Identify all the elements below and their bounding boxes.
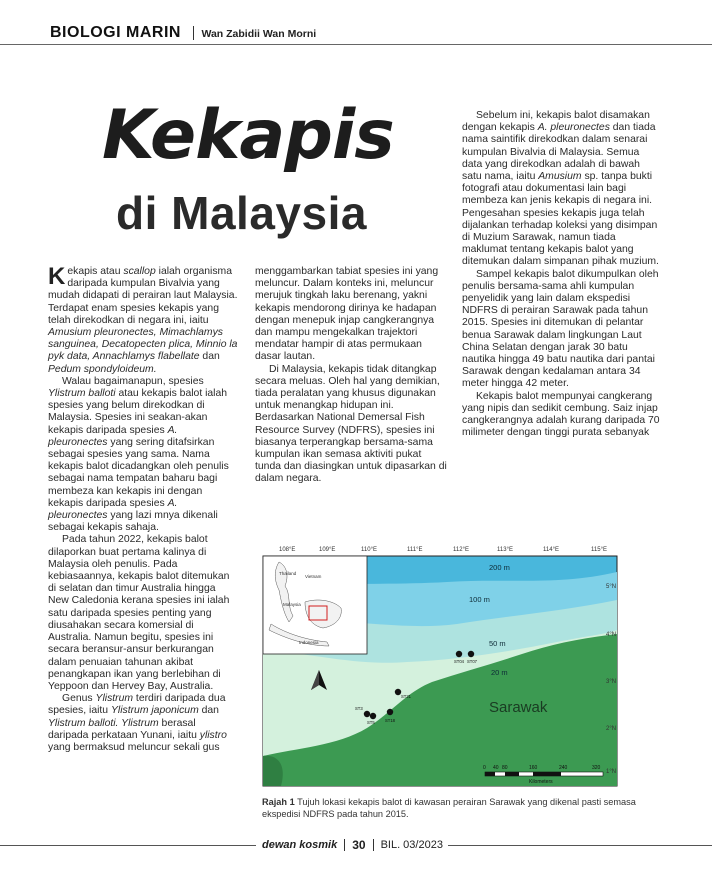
lon-label: 111°E <box>407 547 423 553</box>
text: yang bermaksud meluncur sekali gus <box>48 741 220 753</box>
station-label: ST04 <box>454 659 465 664</box>
scale-tick: 40 <box>493 765 499 771</box>
italic-text: A. pleuronectes <box>48 497 178 522</box>
lat-label: 1°N <box>606 769 617 775</box>
header-divider <box>193 26 195 40</box>
italic-text: Amusium pleuronectes, Mimachlamys sanguinea, Decatopecten plica, Minnio la pyk data, Annachlamys flabellate <box>48 327 238 363</box>
paragraph <box>48 263 238 376</box>
italic-text: scallop <box>123 266 156 277</box>
scale-tick: 320 <box>592 765 601 771</box>
body-column-3 <box>462 110 662 439</box>
text: Genus <box>62 693 96 705</box>
station-label: ST21 <box>401 694 412 699</box>
paragraph: Kekapis balot mempunyai cangkerang yang nipis dan sedikit cembung. Saiz injap cangkerangnya adalah kurang daripada 70 milimeter dengan tinggi purata sebanyak <box>462 390 660 439</box>
footer-divider <box>373 839 374 851</box>
paragraph: Di Malaysia, kekapis tidak ditangkap secara meluas. Oleh hal yang demikian, tiada peralatan yang khusus digunakan untuk menangkap hidupan ini. Berdasarkan National Demersal Fish Resource Survey (NDFRS), spesies ini biasanya terperangkap bersama-sama kumpulan ikan semasa aktiviti pukat tunda dan diasingkan untuk dipasarkan di dalam negara. <box>255 363 447 485</box>
paragraph <box>48 693 238 754</box>
station-marker <box>387 709 393 715</box>
station-label: ST3 <box>355 706 363 711</box>
sarawak-map-figure <box>257 542 624 794</box>
page-footer <box>262 838 443 852</box>
scale-tick: 0 <box>483 765 486 771</box>
lat-label: 3°N <box>606 679 617 685</box>
body-column-1 <box>48 263 238 754</box>
running-header <box>50 24 316 42</box>
text: ekapis atau <box>67 266 124 277</box>
depth-label: 200 m <box>489 563 510 572</box>
text: dan <box>198 705 219 717</box>
lon-label: 108°E <box>279 547 296 553</box>
text: terdiri daripada dua spesies, iaitu <box>48 693 226 717</box>
italic-text: A. pleuronectes <box>48 424 178 448</box>
italic-text: Pedum spondyloideum. <box>48 363 157 375</box>
italic-text: Ylistrum japonicum <box>110 705 199 717</box>
station-marker <box>456 651 462 657</box>
depth-label: 100 m <box>469 595 490 604</box>
inset-label: Vietnam <box>305 574 322 579</box>
article-title: Kekapis <box>102 96 394 175</box>
inset-label: Indonesia <box>299 640 319 645</box>
text: yang lazi mnya dikenali sebagai kekapis sahaja. <box>48 510 218 534</box>
text: dan tiada nama saintifik direkodkan dalam senarai kumpulan Bivalvia di Malaysia. Semua data yang direkodkan adalah di bawah satu nama, iaitu <box>462 122 656 183</box>
caption-text: Tujuh lokasi kekapis balot di kawasan perairan Sarawak yang dikenal pasti semasa ekspedisi NDFRS pada tahun 2015. <box>262 797 636 819</box>
station-label: ST5 <box>367 720 375 725</box>
italic-text: Ylistrum <box>95 693 134 705</box>
italic-text: Ylistrum balloti. Ylistrum <box>48 717 159 729</box>
caption-label: Rajah 1 <box>262 797 295 807</box>
depth-label: 50 m <box>489 639 506 648</box>
article-subtitle: di Malaysia <box>116 187 367 239</box>
footer-rule-right <box>448 845 712 846</box>
footer-rule-left <box>0 845 256 846</box>
lon-label: 114°E <box>543 547 559 553</box>
drop-cap: K <box>48 263 66 290</box>
italic-text: A. pleuronectes <box>537 122 610 134</box>
section-name: BIOLOGI MARIN <box>50 24 181 41</box>
lat-label: 5°N <box>606 584 617 590</box>
text: Sebelum ini, kekapis balot disamakan dengan kekapis <box>462 110 650 134</box>
station-label: ST07 <box>467 659 478 664</box>
italic-text: Ylistrum balloti <box>48 388 116 400</box>
page-number: 30 <box>352 838 366 852</box>
inset-map <box>263 556 367 654</box>
station-marker <box>370 713 376 719</box>
italic-text: Amusium <box>538 171 582 183</box>
body-column-2 <box>255 266 450 486</box>
scale-tick: 240 <box>559 765 568 771</box>
scale-tick: 80 <box>502 765 508 771</box>
italic-text: ylistro <box>199 729 227 741</box>
text: atau kekapis balot ialah spesies yang belum direkodkan di Malaysia. Spesies ini seakan-akan kekapis daripada spesies <box>48 388 228 436</box>
paragraph <box>462 110 662 269</box>
text: yang sering ditafsirkan sebagai spesies yang sama. Nama kekapis balot dicadangkan oleh penulis sebagai nama tempatan baharu bagi membeza kan kekapis ini dengan kekapis daripada spesies <box>48 436 229 509</box>
footer-divider <box>344 839 345 851</box>
scale-unit: Kilometers <box>529 779 553 785</box>
issue-number: BIL. 03/2023 <box>380 839 443 851</box>
paragraph <box>48 376 238 535</box>
text: dan <box>199 351 220 363</box>
lon-label: 110°E <box>361 547 377 553</box>
lon-label: 115°E <box>591 547 607 553</box>
lat-label: 2°N <box>606 726 617 732</box>
lon-label: 109°E <box>319 547 336 553</box>
lon-label: 113°E <box>497 547 513 553</box>
depth-label: 20 m <box>491 668 508 677</box>
station-label: ST18 <box>385 718 396 723</box>
author-name: Wan Zabidii Wan Morni <box>201 28 317 40</box>
text: berasal daripada perkataan Yunani, iaitu <box>48 717 200 741</box>
inset-label: Malaysia <box>283 602 301 607</box>
text: Walau bagaimanapun, spesies <box>62 375 204 387</box>
station-marker <box>468 651 474 657</box>
figure-caption <box>262 796 662 820</box>
lat-label: 4°N <box>606 632 617 638</box>
text: sp. tanpa bukti fotografi atau dokumentasi lain bagi membeza kan jenis kekapis di negara ini. Pengesahan spesies kekapis juga telah dijalankan terhadap koleksi yang disimpan di Muzium Sarawak, namun tiada maklumat tentang kekapis balot yang ditemukan dalam simpanan pihak muzium. <box>462 171 659 268</box>
paragraph: menggambarkan tabiat spesies ini yang meluncur. Dalam konteks ini, meluncur merujuk tingkah laku berenang, yakni kekapis mendorong dirinya ke hadapan dengan menepuk injap cangkerangnya dan mampu mengekalkan trajektori mendatar hampir di atas permukaan dasar lautan. <box>255 266 439 363</box>
station-marker <box>364 711 370 717</box>
scale-tick: 160 <box>529 765 538 771</box>
lon-label: 112°E <box>453 547 469 553</box>
paragraph: Pada tahun 2022, kekapis balot dilaporkan buat pertama kalinya di Malaysia oleh penulis. Pada kebiasaannya, kekapis balot ditemukan di selatan dan timur Australia hingga New Caledonia kerana spesies ini ialah satu daripada spesies penting yang diusahakan secara komersial di Australia. Namun begitu, spesies ini secara beransur-ansur berkurangan dalam penuaian tahunan akibat penangkapan ikan yang berlebihan di Yeppoon dan Hervey Bay, Australia. <box>48 534 230 692</box>
paragraph: Sampel kekapis balot dikumpulkan oleh penulis bersama-sama ahli kumpulan penyelidik yang lain dalam ekspedisi NDFRS di perairan Sarawak pada tahun 2015. Spesies ini ditemukan di pelantar benua Sarawak dalam lingkungan Laut China Selatan dengan jarak 30 batu nautika hingga 49 batu nautika dari pantai Sarawak dengan kedalaman antara 34 meter hingga 42 meter. <box>462 268 659 390</box>
magazine-brand: dewan kosmik <box>262 839 338 851</box>
land-label: Sarawak <box>489 699 548 716</box>
header-rule <box>0 44 712 45</box>
inset-label: Thailand <box>279 571 297 576</box>
text: ialah organisma daripada kumpulan Bivalvia yang mudah didapati di perairan laut Malaysia. Terdapat enam spesies kekapis yang telah direkodkan di negara ini, iaitu <box>48 266 238 326</box>
